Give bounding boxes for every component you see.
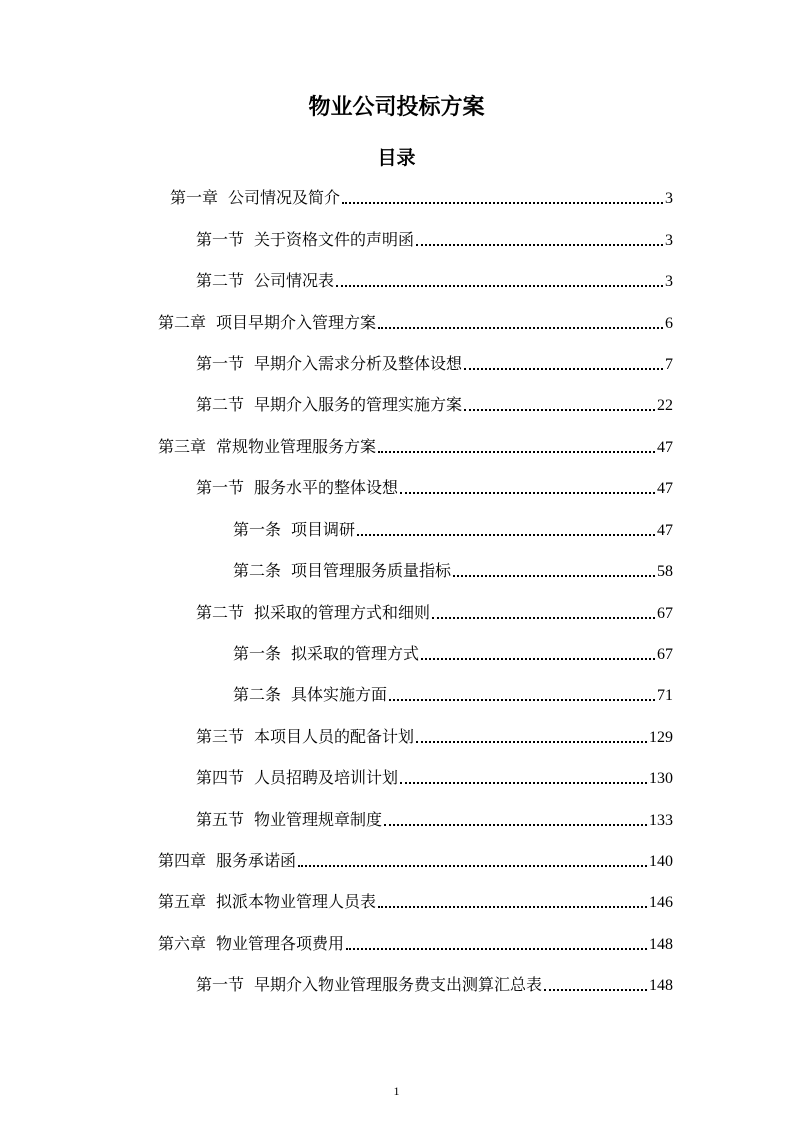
toc-entry[interactable] xyxy=(233,558,673,584)
toc-entry-number: 第三节 xyxy=(196,727,245,746)
toc-entry-title: 服务水平的整体设想 xyxy=(254,478,399,497)
toc-leader-dots xyxy=(400,782,647,784)
toc-entry-number: 第二节 xyxy=(196,395,245,414)
toc-entry[interactable] xyxy=(170,185,673,211)
toc-entry[interactable] xyxy=(196,972,673,998)
toc-entry-page: 47 xyxy=(657,522,673,539)
toc-entry[interactable] xyxy=(158,889,673,915)
toc-entry-number: 第一节 xyxy=(196,975,245,994)
toc-entry[interactable] xyxy=(158,434,673,460)
toc-leader-dots xyxy=(400,492,655,494)
toc-entry-title: 早期介入服务的管理实施方案 xyxy=(254,395,463,414)
toc-entry-page: 3 xyxy=(665,232,673,249)
toc-leader-dots xyxy=(378,327,663,329)
toc-entry[interactable] xyxy=(196,227,673,253)
toc-entry-page: 130 xyxy=(649,770,673,787)
toc-entry-title: 服务承诺函 xyxy=(216,851,297,870)
toc-leader-dots xyxy=(357,534,655,536)
toc-entry[interactable] xyxy=(196,765,673,791)
toc-entry-title: 项目调研 xyxy=(291,520,356,539)
toc-entry-number: 第三章 xyxy=(158,437,207,456)
toc-leader-dots xyxy=(336,285,663,287)
toc-leader-dots xyxy=(432,617,655,619)
toc-entry-title: 项目早期介入管理方案 xyxy=(216,313,377,332)
toc-entry-title: 常规物业管理服务方案 xyxy=(216,437,377,456)
toc-leader-dots xyxy=(421,658,655,660)
toc-leader-dots xyxy=(464,368,663,370)
toc-entry-title: 拟采取的管理方式 xyxy=(291,644,420,663)
toc-entry-number: 第二条 xyxy=(233,685,282,704)
toc-entry[interactable] xyxy=(233,682,673,708)
toc-entry-title: 拟派本物业管理人员表 xyxy=(216,892,377,911)
toc-leader-dots xyxy=(416,244,663,246)
toc-entry-number: 第五节 xyxy=(196,810,245,829)
toc-entry-page: 22 xyxy=(657,397,673,414)
toc-entry-number: 第二节 xyxy=(196,271,245,290)
toc-entry-title: 公司情况表 xyxy=(254,271,335,290)
toc-entry-page: 129 xyxy=(649,729,673,746)
toc-entry-page: 3 xyxy=(665,190,673,207)
toc-entry[interactable] xyxy=(196,724,673,750)
toc-entry-title: 早期介入需求分析及整体设想 xyxy=(254,354,463,373)
toc-entry-number: 第一条 xyxy=(233,644,282,663)
toc-leader-dots xyxy=(464,409,655,411)
toc-entry-title: 早期介入物业管理服务费支出测算汇总表 xyxy=(254,975,543,994)
toc-entry[interactable] xyxy=(196,600,673,626)
toc-entry-page: 3 xyxy=(665,273,673,290)
toc-entry-page: 67 xyxy=(657,605,673,622)
toc-entry[interactable] xyxy=(233,517,673,543)
toc-entry-page: 67 xyxy=(657,646,673,663)
toc-entry[interactable] xyxy=(196,268,673,294)
page-number: 1 xyxy=(393,1084,400,1098)
toc-entry[interactable] xyxy=(158,931,673,957)
toc-entry-number: 第二节 xyxy=(196,603,245,622)
toc-entry-title: 具体实施方面 xyxy=(291,685,388,704)
toc-entry-title: 物业管理各项费用 xyxy=(216,934,345,953)
toc-entry[interactable] xyxy=(196,392,673,418)
toc-heading: 目录 xyxy=(377,147,416,169)
toc-leader-dots xyxy=(342,202,663,204)
toc-leader-dots xyxy=(378,906,647,908)
toc-entry-page: 58 xyxy=(657,563,673,580)
toc-entry-number: 第一章 xyxy=(170,188,219,207)
toc-entry-page: 146 xyxy=(649,894,673,911)
toc-entry[interactable] xyxy=(158,310,673,336)
toc-leader-dots xyxy=(378,451,655,453)
toc-entry[interactable] xyxy=(196,807,673,833)
document-title: 物业公司投标方案 xyxy=(308,95,485,120)
toc-entry-page: 133 xyxy=(649,812,673,829)
toc-entry-title: 拟采取的管理方式和细则 xyxy=(254,603,431,622)
toc-entry-number: 第四节 xyxy=(196,768,245,787)
toc-entry-number: 第六章 xyxy=(158,934,207,953)
toc-entry[interactable] xyxy=(158,848,673,874)
toc-entry-number: 第二章 xyxy=(158,313,207,332)
toc-leader-dots xyxy=(384,824,647,826)
toc-entry-page: 148 xyxy=(649,936,673,953)
toc-entry-title: 物业管理规章制度 xyxy=(254,810,383,829)
toc-entry-page: 6 xyxy=(665,315,673,332)
toc-entry-page: 7 xyxy=(665,356,673,373)
toc-entry-title: 人员招聘及培训计划 xyxy=(254,768,399,787)
toc-leader-dots xyxy=(298,865,647,867)
toc-entry[interactable] xyxy=(196,351,673,377)
toc-leader-dots xyxy=(389,699,655,701)
toc-entry-number: 第五章 xyxy=(158,892,207,911)
toc-entry-number: 第一节 xyxy=(196,354,245,373)
toc-entry-title: 项目管理服务质量指标 xyxy=(291,561,452,580)
toc-entry-page: 71 xyxy=(657,687,673,704)
toc-entry-page: 140 xyxy=(649,853,673,870)
toc-entry[interactable] xyxy=(233,641,673,667)
toc-leader-dots xyxy=(416,741,647,743)
toc-entry-number: 第四章 xyxy=(158,851,207,870)
toc-leader-dots xyxy=(544,989,647,991)
toc-entry-title: 本项目人员的配备计划 xyxy=(254,727,415,746)
toc-entry-number: 第二条 xyxy=(233,561,282,580)
toc-entry-number: 第一节 xyxy=(196,478,245,497)
toc-entry-title: 公司情况及简介 xyxy=(228,188,341,207)
toc-entry-title: 关于资格文件的声明函 xyxy=(254,230,415,249)
toc-entry-number: 第一节 xyxy=(196,230,245,249)
toc-entry-page: 47 xyxy=(657,439,673,456)
toc-entry-page: 148 xyxy=(649,977,673,994)
toc-entry-number: 第一条 xyxy=(233,520,282,539)
toc-leader-dots xyxy=(346,948,647,950)
toc-leader-dots xyxy=(453,575,655,577)
toc-entry-page: 47 xyxy=(657,480,673,497)
toc-entry[interactable] xyxy=(196,475,673,501)
